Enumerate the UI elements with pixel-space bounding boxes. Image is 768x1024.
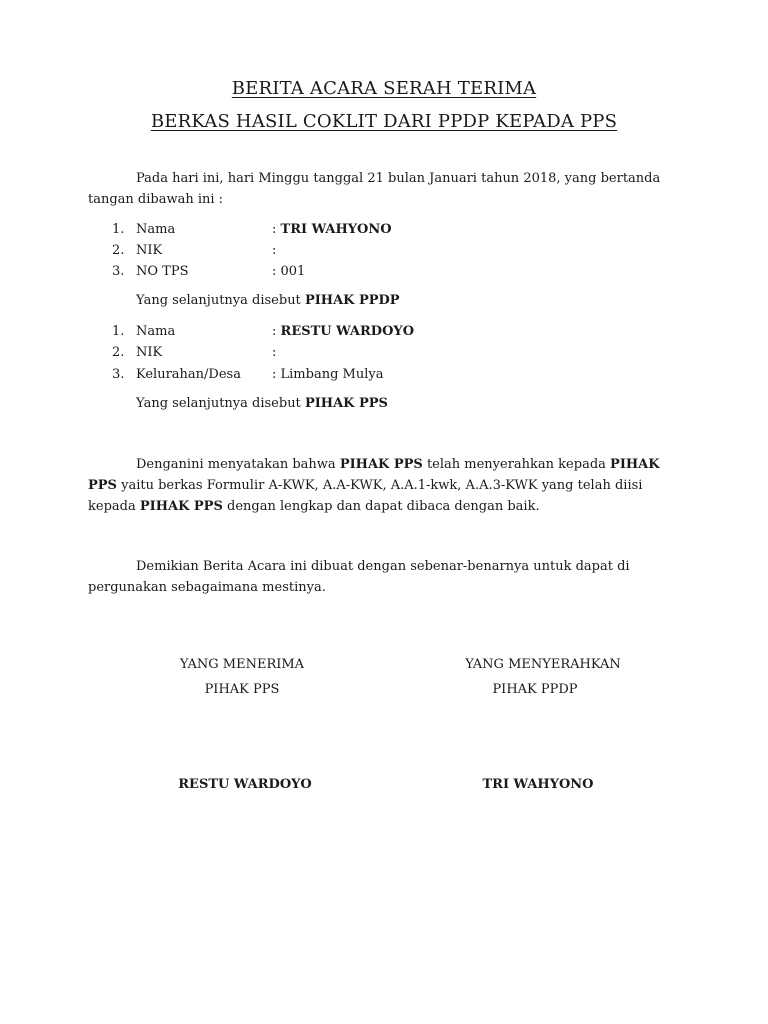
left-signature-name: RESTU WARDOYO	[178, 777, 312, 792]
closing-paragraph: Demikian Berita Acara ini dibuat dengan sebenar-benarnya untuk dapat di pergunakan sebagaimana mestinya.	[88, 559, 630, 595]
party1-designation: Yang selanjutnya disebut PIHAK PPDP	[136, 293, 400, 308]
intro-paragraph: Pada hari ini, hari Minggu tanggal 21 bulan Januari tahun 2018, yang bertanda tangan dibawah ini :	[88, 171, 661, 207]
right-signature-name: TRI WAHYONO	[482, 777, 594, 792]
left-signature-party: PIHAK PPS	[204, 682, 280, 697]
party2-designation: Yang selanjutnya disebut PIHAK PPS	[136, 396, 388, 411]
document-subtitle: BERKAS HASIL COKLIT DARI PPDP KEPADA PPS	[150, 111, 618, 132]
party2-name-value: RESTU WARDOYO	[280, 324, 415, 339]
document-title: BERITA ACARA SERAH TERIMA	[231, 78, 537, 99]
right-signature-party: PIHAK PPDP	[492, 682, 578, 697]
right-signature-role: YANG MENYERAHKAN	[465, 657, 621, 672]
left-signature-role: YANG MENERIMA	[179, 657, 305, 672]
party1-name-value: TRI WAHYONO	[280, 222, 392, 237]
document-page: BERITA ACARA SERAH TERIMA BERKAS HASIL COKLIT DARI PPDP KEPADA PPS Pada hari ini, hari Minggu tanggal 21 bulan Januari tahun 2018, yang bertanda tangan dibawah ini : 1. Nama : TRI WAHYONO 2. NIK : 3. NO TPS : 001 Yang selanjutnya disebut PIHAK PPDP 1. Nama : RESTU WARDOYO 2. NIK : 3. Kelurahan/Desa : Limbang Mulya Yang selanjutnya disebut PIHAK PPS Denganini menyatakan bahwa PIHAK PPS telah menyerahkan kepada PIHAK PPS yaitu berkas Formulir A-KWK, A.A-KWK, A.A.1-kwk, A.A.3-KWK yang telah diisi kepada PIHAK PPS dengan lengkap dan dapat dibaca dengan baik. Demikian Berita Acara ini dibuat dengan sebenar-benarnya untuk dapat di pergunakan sebagaimana mestinya. YANG MENERIMA PIHAK PPS RESTU WARDOYO YANG MENYERAHKAN PIHAK PPDP TRI WAHYONO	[0, 0, 768, 1024]
handover-paragraph: Denganini menyatakan bahwa PIHAK PPS telah menyerahkan kepada PIHAK PPS yaitu berkas Formulir A-KWK, A.A-KWK, A.A.1-kwk, A.A.3-KWK yang telah diisi kepada PIHAK PPS dengan lengkap dan dapat dibaca dengan baik.	[88, 457, 660, 514]
